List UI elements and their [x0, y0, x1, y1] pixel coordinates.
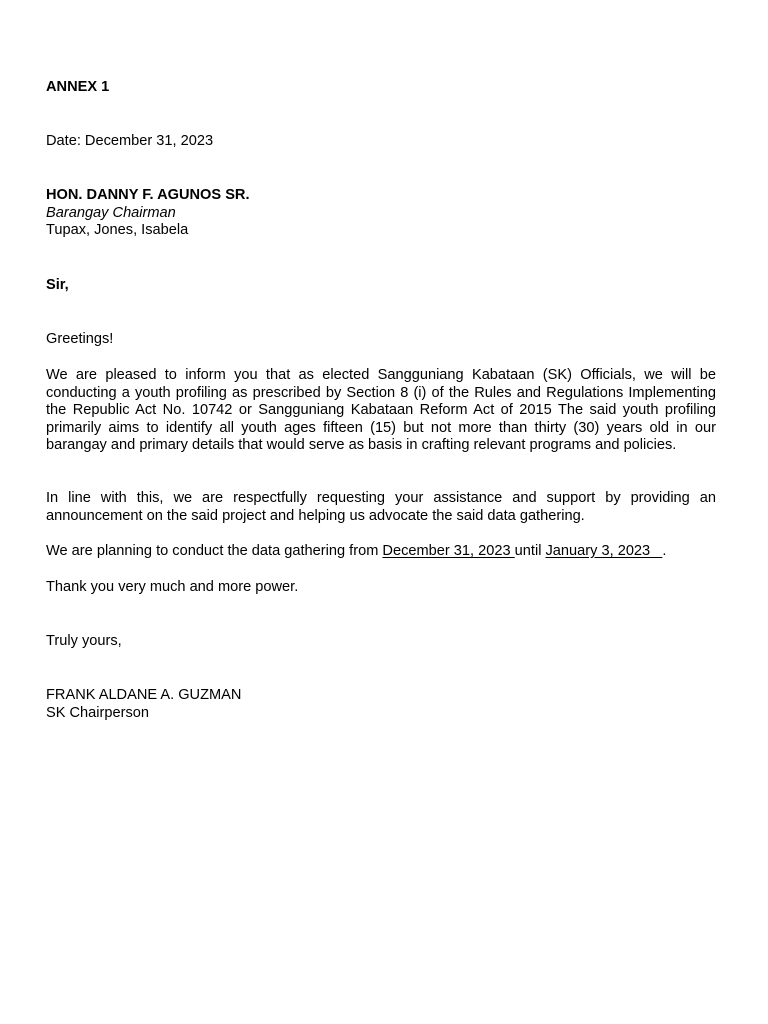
- schedule-line: [46, 543, 716, 561]
- schedule-end-date: January 3, 2023: [545, 543, 663, 559]
- recipient-block: [46, 187, 716, 240]
- salutation: Sir,: [46, 277, 69, 293]
- signatory-name: FRANK ALDANE A. GUZMAN: [46, 687, 242, 703]
- annex-heading: ANNEX 1: [46, 79, 110, 95]
- signatory-title: SK Chairperson: [46, 704, 150, 721]
- thanks-line: Thank you very much and more power.: [46, 579, 299, 595]
- body-paragraph-2: In line with this, we are respectfully requesting your assistance and support by providing an announcement on the said project and helping us advocate the said data gathering.: [46, 490, 716, 524]
- letter-date: Date: December 31, 2023: [46, 133, 214, 149]
- schedule-suffix: .: [662, 543, 667, 559]
- recipient-name: HON. DANNY F. AGUNOS SR.: [46, 187, 250, 203]
- signatory-block: [46, 687, 716, 722]
- body-paragraph-1: We are pleased to inform you that as elected Sangguniang Kabataan (SK) Officials, we will be conducting a youth profiling as prescribed by Section 8 (i) of the Rules and Regulations Implementing the Republic Act No. 10742 or Sangguniang Kabataan Reform Act of 2015 The said youth profiling primarily aims to identify all youth ages fifteen (15) but not more than thirty (30) years old in our barangay and primary details that would serve as basis in crafting relevant programs and policies.: [46, 367, 716, 453]
- schedule-prefix: We are planning to conduct the data gathering from: [46, 543, 383, 559]
- greeting: Greetings!: [46, 331, 114, 347]
- closing-line: Truly yours,: [46, 633, 122, 649]
- recipient-address: Tupax, Jones, Isabela: [46, 222, 189, 238]
- recipient-title: Barangay Chairman: [46, 204, 176, 221]
- schedule-middle: until: [514, 543, 546, 559]
- schedule-start-date: December 31, 2023: [382, 543, 515, 559]
